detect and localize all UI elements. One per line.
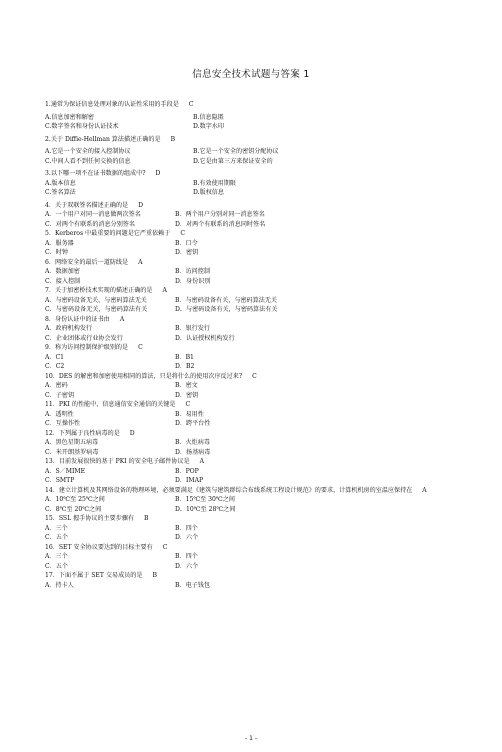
option-choice: A．持卡人 bbox=[45, 581, 74, 589]
option-choice: A.版本信息 bbox=[45, 179, 76, 187]
option-row bbox=[45, 410, 465, 420]
option-choice: C．五个 bbox=[45, 562, 68, 570]
option-choice: B．两个用户分别对同一消息签名 bbox=[175, 211, 265, 218]
option-choice: C.数字签名和身份认证技术 bbox=[45, 123, 119, 130]
answer-letter: B bbox=[170, 135, 176, 143]
question-stem bbox=[45, 100, 465, 110]
option-choice: C．时钟 bbox=[45, 249, 68, 256]
question-stem bbox=[45, 258, 465, 268]
option-choice: B．访问控制 bbox=[175, 268, 210, 275]
option-row bbox=[45, 220, 465, 230]
option-choice: C．8℃至 20℃之间 bbox=[45, 505, 102, 513]
answer-letter: C bbox=[252, 372, 257, 380]
option-row bbox=[45, 305, 465, 315]
option-row bbox=[45, 113, 465, 123]
option-row bbox=[45, 381, 465, 391]
option-row bbox=[45, 147, 465, 157]
question-text: 16．SET 安全协议要达到的目标主要有 bbox=[45, 543, 153, 551]
question-text: 12．下列属于良性病毒的是 bbox=[45, 429, 120, 437]
answer-letter: C bbox=[188, 101, 194, 108]
option-row bbox=[45, 391, 465, 401]
option-choice: B．电子钱包 bbox=[175, 581, 210, 589]
option-choice: D．身份识别 bbox=[175, 277, 211, 285]
option-choice: B．密文 bbox=[175, 382, 198, 389]
option-choice: B．POP bbox=[175, 467, 199, 475]
option-row bbox=[45, 188, 465, 198]
question-text: 3.以下哪一项不在证书数据的组成中? bbox=[45, 170, 146, 177]
option-choice: A．10℃至 25℃之间 bbox=[45, 496, 105, 503]
option-choice: A．一个用户对同一消息做两次签名 bbox=[45, 211, 141, 218]
option-choice: D．对两个有联系的消息同时签名 bbox=[175, 220, 266, 228]
question-list bbox=[45, 100, 465, 590]
answer-letter: D bbox=[138, 201, 143, 209]
question-text: 8．身份认证中的证书由 bbox=[45, 315, 110, 323]
option-choice: D．跨平台性 bbox=[175, 420, 211, 427]
question-stem bbox=[45, 229, 465, 239]
option-row bbox=[45, 581, 465, 591]
option-choice: D．六个 bbox=[175, 562, 199, 570]
option-row bbox=[45, 157, 465, 167]
option-choice: C．互操作性 bbox=[45, 420, 81, 427]
option-choice: C．米开朗基罗病毒 bbox=[45, 448, 99, 456]
option-row bbox=[45, 495, 465, 505]
option-row bbox=[45, 267, 465, 277]
question-stem bbox=[45, 543, 465, 553]
option-row bbox=[45, 438, 465, 448]
question-stem bbox=[45, 429, 465, 439]
option-choice: D．B2 bbox=[175, 363, 195, 370]
option-choice: A．数据加密 bbox=[45, 268, 80, 275]
option-choice: C．子密钥 bbox=[45, 391, 75, 399]
option-choice: D.版权信息 bbox=[193, 189, 224, 196]
option-row bbox=[45, 324, 465, 334]
question-text: 13．目前发展很快的基于 PKI 的安全电子邮件协议是 bbox=[45, 458, 190, 465]
option-choice: A．黑色星期五病毒 bbox=[45, 439, 99, 446]
option-choice: B．B1 bbox=[175, 353, 194, 361]
option-choice: D．密钥 bbox=[175, 249, 199, 256]
option-choice: B．与密码设备有关，与密码算法无关 bbox=[175, 296, 277, 304]
question-stem bbox=[45, 315, 465, 325]
option-row bbox=[45, 552, 465, 562]
option-choice: A.信息加密和解密 bbox=[45, 113, 94, 121]
option-choice: B．四个 bbox=[175, 524, 198, 532]
option-choice: A．S／MIME bbox=[45, 467, 86, 475]
answer-letter: A bbox=[162, 287, 167, 294]
answer-letter: B bbox=[152, 572, 157, 579]
option-row bbox=[45, 179, 465, 189]
question-text: 4．关于双联签名描述正确的是 bbox=[45, 201, 129, 209]
question-text: 14．建立计算机及其网络设备的物理环境，必须要满足《建筑与建筑群综合布线系统工程设计规范》的要求，计算机机房的室温应保持在 bbox=[45, 486, 413, 494]
option-choice: A．三个 bbox=[45, 553, 68, 560]
question-stem bbox=[45, 343, 465, 353]
question-stem bbox=[45, 286, 465, 296]
option-choice: D．10℃至 28℃之间 bbox=[175, 505, 236, 513]
option-choice: A．C1 bbox=[45, 353, 65, 361]
option-choice: A．服务器 bbox=[45, 239, 74, 247]
option-choice: C．与密码设备无关，与密码算法有关 bbox=[45, 306, 148, 313]
option-row bbox=[45, 334, 465, 344]
question-stem bbox=[45, 400, 465, 410]
question-text: 11．PKI 的性能中，信息通信安全通信的关键是 bbox=[45, 401, 176, 408]
option-choice: A．与密码设备无关，与密码算法无关 bbox=[45, 296, 147, 304]
option-choice: A．密码 bbox=[45, 382, 68, 389]
option-choice: C．对两个有联系的消息分别签名 bbox=[45, 220, 135, 228]
answer-letter: C bbox=[185, 401, 191, 408]
option-row bbox=[45, 296, 465, 306]
option-choice: C．企业团体或行业协会发行 bbox=[45, 334, 123, 342]
answer-letter: A bbox=[199, 458, 204, 465]
option-choice: B.它是一个安全的密钥分配协议 bbox=[193, 148, 279, 155]
answer-letter: C bbox=[162, 543, 168, 551]
answer-letter: B bbox=[144, 515, 149, 522]
option-row bbox=[45, 210, 465, 220]
option-choice: B.信息隐匿 bbox=[193, 113, 224, 121]
option-row bbox=[45, 248, 465, 258]
option-row bbox=[45, 362, 465, 372]
option-choice: B．银行发行 bbox=[175, 325, 210, 332]
question-stem bbox=[45, 571, 465, 581]
question-text: 17．下面不属于 SET 交易成员的是 bbox=[45, 572, 143, 579]
option-choice: D．六个 bbox=[175, 534, 199, 541]
option-row bbox=[45, 467, 465, 477]
question-text: 5．Kerberos 中最重要的问题是它严重依赖于 bbox=[45, 230, 171, 237]
question-text: 6．网络安全的最后一道防线是 bbox=[45, 258, 129, 266]
option-choice: B．15℃至 30℃之间 bbox=[175, 496, 235, 503]
option-row bbox=[45, 353, 465, 363]
answer-letter: C bbox=[180, 230, 186, 237]
option-choice: B．火炬病毒 bbox=[175, 439, 210, 446]
option-choice: B．四个 bbox=[175, 553, 198, 560]
question-text: 10．DES 的解密和加密使用相同的算法，只是将什么的使用次序反过来? bbox=[45, 372, 243, 380]
option-choice: C．SMTP bbox=[45, 477, 75, 484]
option-row bbox=[45, 122, 465, 132]
option-choice: D.它是由第三方来保证安全的 bbox=[193, 157, 273, 165]
answer-letter: D bbox=[155, 170, 161, 177]
question-text: 15．SSL 握手协议的主要步骤有 bbox=[45, 515, 135, 522]
question-text: 7．关于加密桥技术实现的描述正确的是 bbox=[45, 287, 153, 294]
option-choice: B．易用性 bbox=[175, 410, 204, 418]
page-number: - 1 - bbox=[245, 735, 257, 742]
question-stem bbox=[45, 372, 465, 382]
question-text: 1.通常为保证信息处理对象的认证性采用的手段是 bbox=[45, 101, 179, 108]
option-row bbox=[45, 524, 465, 534]
option-choice: D．认证授权机构发行 bbox=[175, 334, 235, 342]
question-text: 9．称为访问控制保护级别的是 bbox=[45, 344, 129, 351]
option-choice: D．扬基病毒 bbox=[175, 448, 211, 456]
option-choice: D．与密码设备有关，与密码算法有关 bbox=[175, 306, 278, 313]
answer-letter: A bbox=[422, 486, 427, 494]
question-stem bbox=[45, 486, 465, 496]
option-choice: D.数字水印 bbox=[193, 123, 224, 130]
option-choice: D．密钥 bbox=[175, 391, 199, 399]
question-text: 2.关于 Diffie-Hellman 算法描述正确的是 bbox=[45, 135, 161, 143]
option-choice: B.有效使用期限 bbox=[193, 179, 236, 187]
option-choice: C．接入控制 bbox=[45, 277, 81, 285]
option-row bbox=[45, 562, 465, 572]
answer-letter: A bbox=[138, 258, 143, 266]
option-choice: C.中间人看不到任何交换的信息 bbox=[45, 157, 131, 165]
question-stem bbox=[45, 135, 465, 145]
answer-letter: D bbox=[129, 429, 135, 437]
document-title: 信息安全技术试题与答案 1 bbox=[192, 69, 310, 80]
option-row bbox=[45, 476, 465, 486]
option-choice: A．政府机构发行 bbox=[45, 325, 93, 332]
option-choice: A．三个 bbox=[45, 524, 68, 532]
option-choice: C．五个 bbox=[45, 534, 68, 541]
option-row bbox=[45, 533, 465, 543]
option-row bbox=[45, 277, 465, 287]
answer-letter: C bbox=[138, 344, 143, 351]
option-choice: C.签名算法 bbox=[45, 189, 76, 196]
answer-letter: A bbox=[119, 315, 125, 323]
option-row bbox=[45, 448, 465, 458]
option-choice: D．IMAP bbox=[175, 477, 204, 484]
option-choice: A.它是一个安全的接入控制协议 bbox=[45, 148, 131, 155]
option-row bbox=[45, 419, 465, 429]
question-stem bbox=[45, 201, 465, 211]
option-choice: A．透明性 bbox=[45, 410, 74, 418]
question-stem bbox=[45, 457, 465, 467]
option-choice: C．C2 bbox=[45, 363, 65, 370]
option-row bbox=[45, 505, 465, 515]
question-stem bbox=[45, 514, 465, 524]
option-choice: B．口令 bbox=[175, 239, 198, 247]
option-row bbox=[45, 239, 465, 249]
question-stem bbox=[45, 169, 465, 179]
